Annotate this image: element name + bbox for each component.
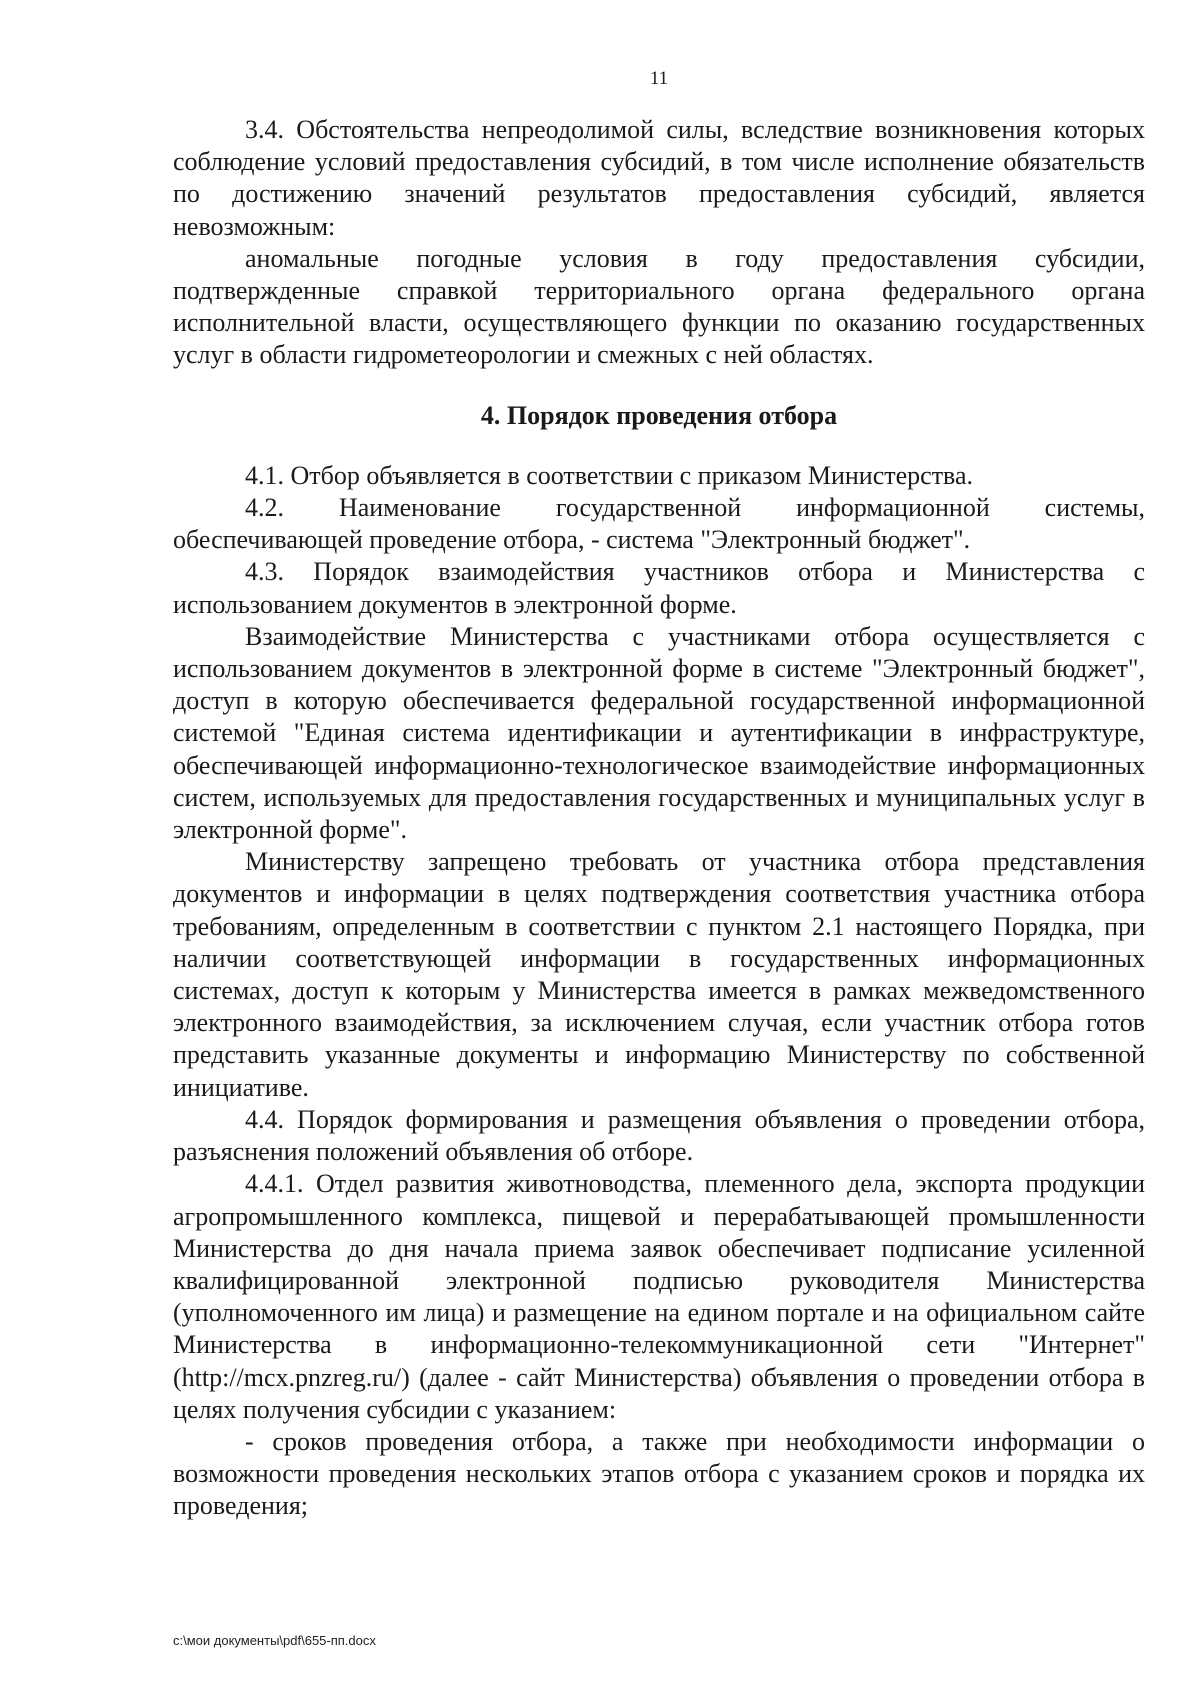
paragraph-4-1: 4.1. Отбор объявляется в соответствии с приказом Министерства. — [245, 460, 974, 490]
paragraph-4-4-1: 4.4.1. Отдел развития животноводства, племенного дела, экспорта продукции агропромышленного комплекса, пищевой и перерабатывающей промышленности Министерства до дня начала приема заявок обеспечивает подписание усиленной квалифицированной электронной подписью руководителя Министерства (уполномоченного им лица) и размещение на едином портале и на официальном сайте Министерства в информационно-телекоммуникационной сети "Интернет" (http://mcx.pnzreg.ru/) (далее - сайт Министерства) объявления о проведении отбора в целях получения субсидии с указанием: — [173, 1169, 1145, 1424]
document-body — [173, 114, 1145, 1523]
paragraph-4-4: 4.4. Порядок формирования и размещения объявления о проведении отбора, разъяснения положений объявления об отборе. — [173, 1104, 1145, 1167]
page-number: 11 — [649, 68, 669, 89]
paragraph-anomalous-weather: аномальные погодные условия в году предоставления субсидии, подтвержденные справкой территориального органа федерального органа исполнительной власти, осуществляющего функции по оказанию государственных услуг в области гидрометеорологии и смежных с ней областях. — [173, 243, 1145, 370]
paragraph-4-3: 4.3. Порядок взаимодействия участников отбора и Министерства с использованием документов в электронной форме. — [173, 557, 1145, 619]
paragraph-interaction: Взаимодействие Министерства с участниками отбора осуществляется с использованием документов в электронной форме в системе "Электронный бюджет", доступ в которую обеспечивается федеральной государственной информационной системой "Единая система идентификации и аутентификации в инфраструктуре, обеспечивающей информационно-технологическое взаимодействие информационных систем, используемых для предоставления государственных и муниципальных услуг в электронной форме". — [173, 621, 1145, 845]
paragraph-prohibition: Министерству запрещено требовать от участника отбора представления документов и информации в целях подтверждения соответствия участника отбора требованиям, определенным в соответствии с пунктом 2.1 настоящего Порядка, при наличии соответствующей информации в государственных информационных системах, доступ к которым у Министерства имеется в рамках межведомственного электронного взаимодействия, за исключением случая, если участник отбора готов представить указанные документы и информацию Министерству по собственной инициативе. — [173, 847, 1145, 1102]
paragraph-3-4: 3.4. Обстоятельства непреодолимой силы, вследствие возникновения которых соблюдение условий предоставления субсидий, в том числе исполнение обязательств по достижению значений результатов предоставления субсидий, является невозможным: — [173, 115, 1145, 241]
section-heading: 4. Порядок проведения отбора — [480, 400, 838, 430]
paragraph-list-item-terms: - сроков проведения отбора, а также при необходимости информации о возможности проведения нескольких этапов отбора с указанием сроков и порядка их проведения; — [173, 1426, 1145, 1521]
footer-file-path: c:\мои документы\pdf\655-пп.docx — [173, 1633, 376, 1648]
paragraph-4-2: 4.2. Наименование государственной информационной системы, обеспечивающей проведение отбора, - система "Электронный бюджет". — [173, 493, 1145, 555]
